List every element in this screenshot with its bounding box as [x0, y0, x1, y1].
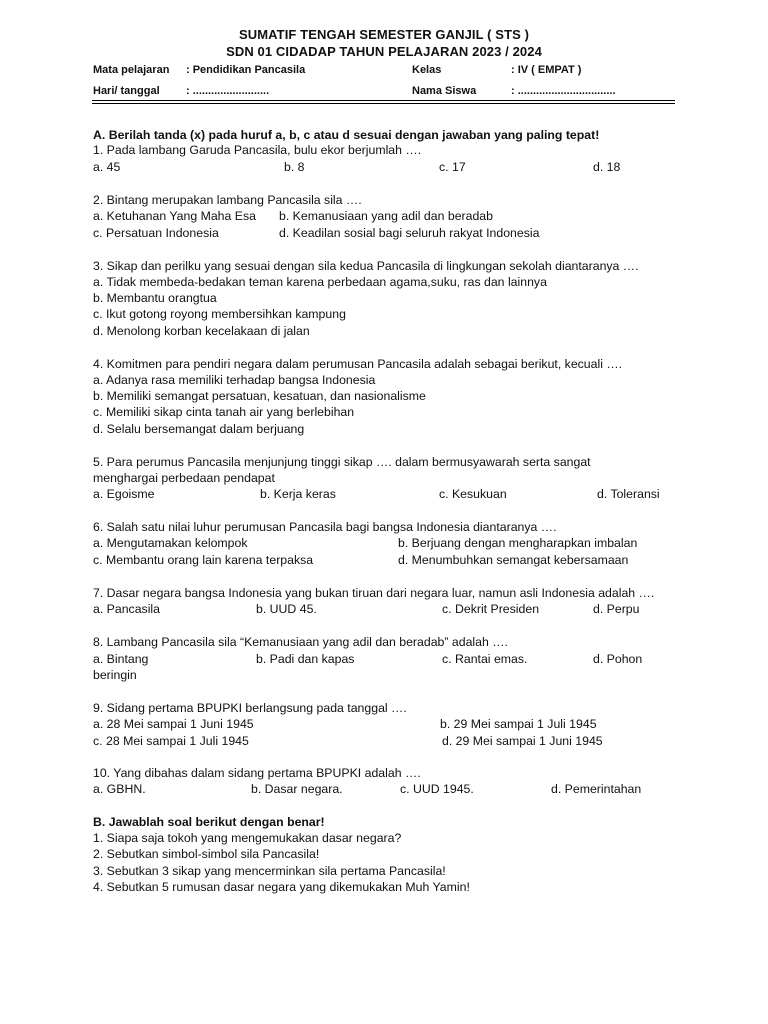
q6-option-d: d. Menumbuhkan semangat kebersamaan [398, 553, 629, 567]
q1-option-c: c. 17 [439, 160, 466, 174]
section-b-instruction: B. Jawablah soal berikut dengan benar! [93, 815, 325, 829]
q9-option-d: d. 29 Mei sampai 1 Juni 1945 [442, 734, 603, 748]
question-4: 4. Komitmen para pendiri negara dalam perumusan Pancasila adalah sebagai berikut, kecuali …. [93, 357, 623, 371]
q7-option-a: a. Pancasila [93, 602, 160, 616]
q5-option-a: a. Egoisme [93, 487, 155, 501]
q4-option-d: d. Selalu bersemangat dalam berjuang [93, 422, 305, 436]
q3-option-a: a. Tidak membeda-bedakan teman karena perbedaan agama,suku, ras dan lainnya [93, 275, 547, 289]
q7-option-d: d. Perpu [593, 602, 640, 616]
question-5-continued: menghargai perbedaan pendapat [93, 471, 275, 485]
student-name-label: Nama Siswa [412, 85, 477, 97]
q8-option-a: a. Bintang [93, 652, 149, 666]
q8-option-d-continued: beringin [93, 668, 137, 682]
q1-option-a: a. 45 [93, 160, 121, 174]
date-label: Hari/ tanggal [93, 85, 160, 97]
q6-option-c: c. Membantu orang lain karena terpaksa [93, 553, 314, 567]
question-6: 6. Salah satu nilai luhur perumusan Pancasila bagi bangsa Indonesia diantaranya …. [93, 520, 557, 534]
header-divider [92, 100, 675, 101]
student-name-field[interactable]: : ................................ [511, 85, 616, 97]
q9-option-c: c. 28 Mei sampai 1 Juli 1945 [93, 734, 249, 748]
essay-question-3: 3. Sebutkan 3 sikap yang mencerminkan sila pertama Pancasila! [93, 864, 446, 878]
q3-option-b: b. Membantu orangtua [93, 291, 217, 305]
q8-option-d: d. Pohon [593, 652, 643, 666]
question-5: 5. Para perumus Pancasila menjunjung tinggi sikap …. dalam bermusyawarah serta sangat [93, 455, 591, 469]
q3-option-d: d. Menolong korban kecelakaan di jalan [93, 324, 310, 338]
q4-option-a: a. Adanya rasa memiliki terhadap bangsa Indonesia [93, 373, 376, 387]
subject-value: : Pendidikan Pancasila [186, 64, 306, 76]
question-10: 10. Yang dibahas dalam sidang pertama BPUPKI adalah …. [93, 766, 421, 780]
q9-option-b: b. 29 Mei sampai 1 Juli 1945 [440, 717, 597, 731]
q10-option-d: d. Pemerintahan [551, 782, 642, 796]
q1-option-d: d. 18 [593, 160, 621, 174]
essay-question-2: 2. Sebutkan simbol-simbol sila Pancasila! [93, 847, 320, 861]
question-3: 3. Sikap dan perilku yang sesuai dengan sila kedua Pancasila di lingkungan sekolah diantaranya …. [93, 259, 639, 273]
q6-option-b: b. Berjuang dengan mengharapkan imbalan [398, 536, 638, 550]
q5-option-b: b. Kerja keras [260, 487, 336, 501]
school-title: SDN 01 CIDADAP TAHUN PELAJARAN 2023 / 2024 [226, 44, 542, 59]
q5-option-d: d. Toleransi [597, 487, 660, 501]
q8-option-c: c. Rantai emas. [442, 652, 528, 666]
question-8: 8. Lambang Pancasila sila “Kemanusiaan yang adil dan beradab” adalah …. [93, 635, 508, 649]
q2-option-a: a. Ketuhanan Yang Maha Esa [93, 209, 256, 223]
essay-question-4: 4. Sebutkan 5 rumusan dasar negara yang dikemukakan Muh Yamin! [93, 880, 470, 894]
question-2: 2. Bintang merupakan lambang Pancasila sila …. [93, 193, 362, 207]
q4-option-c: c. Memiliki sikap cinta tanah air yang berlebihan [93, 405, 355, 419]
q3-option-c: c. Ikut gotong royong membersihkan kampung [93, 307, 346, 321]
q2-option-c: c. Persatuan Indonesia [93, 226, 219, 240]
class-value: : IV ( EMPAT ) [511, 64, 582, 76]
q10-option-c: c. UUD 1945. [400, 782, 474, 796]
q10-option-a: a. GBHN. [93, 782, 146, 796]
q10-option-b: b. Dasar negara. [251, 782, 343, 796]
question-1: 1. Pada lambang Garuda Pancasila, bulu ekor berjumlah …. [93, 143, 422, 157]
question-7: 7. Dasar negara bangsa Indonesia yang bukan tiruan dari negara luar, namun asli Indonesia adalah …. [93, 586, 655, 600]
q4-option-b: b. Memiliki semangat persatuan, kesatuan, dan nasionalisme [93, 389, 426, 403]
date-field[interactable]: : ......................... [186, 85, 270, 97]
q7-option-c: c. Dekrit Presiden [442, 602, 540, 616]
q9-option-a: a. 28 Mei sampai 1 Juni 1945 [93, 717, 254, 731]
q8-option-b: b. Padi dan kapas [256, 652, 355, 666]
subject-label: Mata pelajaran [93, 64, 170, 76]
q6-option-a: a. Mengutamakan kelompok [93, 536, 248, 550]
q7-option-b: b. UUD 45. [256, 602, 317, 616]
essay-question-1: 1. Siapa saja tokoh yang mengemukakan dasar negara? [93, 831, 402, 845]
exam-title: SUMATIF TENGAH SEMESTER GANJIL ( STS ) [238, 27, 530, 42]
header-divider-second [92, 103, 675, 104]
q5-option-c: c. Kesukuan [439, 487, 507, 501]
q2-option-d: d. Keadilan sosial bagi seluruh rakyat Indonesia [279, 226, 540, 240]
q2-option-b: b. Kemanusiaan yang adil dan beradab [279, 209, 493, 223]
section-a-instruction: A. Berilah tanda (x) pada huruf a, b, c atau d sesuai dengan jawaban yang paling tepat! [93, 128, 600, 142]
q1-option-b: b. 8 [284, 160, 305, 174]
question-9: 9. Sidang pertama BPUPKI berlangsung pada tanggal …. [93, 701, 407, 715]
class-label: Kelas [412, 64, 442, 76]
